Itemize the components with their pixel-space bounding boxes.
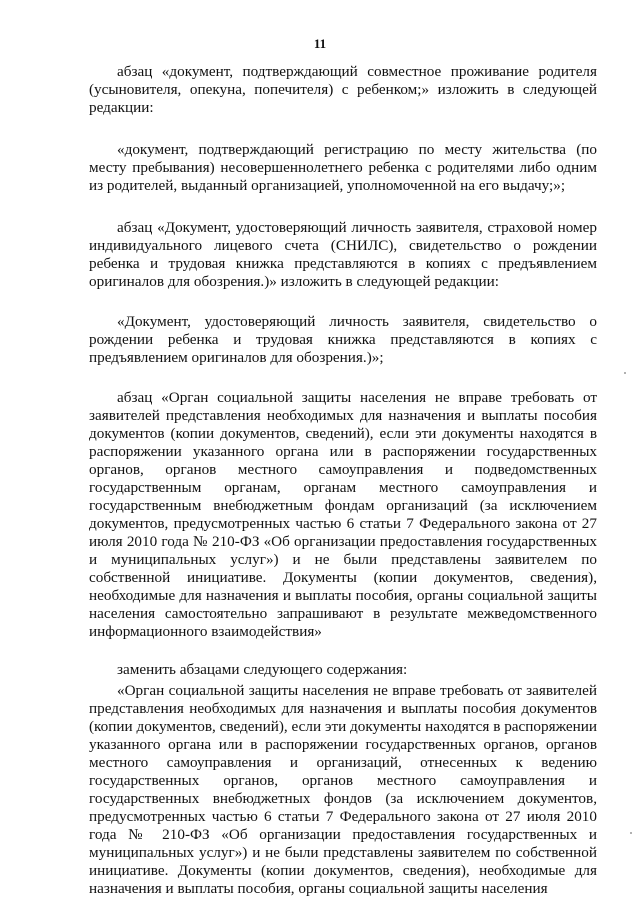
paragraph: заменить абзацами следующего содержания: xyxy=(117,661,408,678)
paragraph: абзац «Орган социальной защиты населения не вправе требовать от заявителей представления необходимых для назначения и выплаты пособия документов (копии документов, сведений), если эти документы находятся в распоряжении указанного органа или в распоряжении государственных органов, органов местного самоуправления и подведомственных государственным органам, органам местного самоуправления и государственным внебюджетным фондам организаций (за исключением документов, предусмотренных частью 6 статьи 7 Федерального закона от 27 июля 2010 года № 210-ФЗ «Об организации предоставления государственных и муниципальных услуг») и не были представлены заявителем по собственной инициативе. Документы (копии документов, сведения), необходимые для назначения и выплаты пособия, органы социальной защиты населения самостоятельно запрашивают в результате межведомственного информационного взаимодействия» xyxy=(89,389,597,640)
paragraph: «документ, подтверждающий регистрацию по месту жительства (по месту пребывания) несовершеннолетнего ребенка с родителями либо одним из родителей, выданный организацией, уполномоченной на его выдачу;»; xyxy=(89,141,597,194)
scan-speck xyxy=(630,832,632,834)
paragraph: абзац «документ, подтверждающий совместное проживание родителя (усыновителя, опекуна, попечителя) с ребенком;» изложить в следующей редакции: xyxy=(89,63,597,116)
scan-speck xyxy=(624,372,626,374)
paragraph: абзац «Документ, удостоверяющий личность заявителя, страховой номер индивидуального лицевого счета (СНИЛС), свидетельство о рождении ребенка и трудовая книжка представляются в копиях с предъявлением оригиналов для обозрения.)» изложить в следующей редакции: xyxy=(89,219,597,290)
paragraph: «Документ, удостоверяющий личность заявителя, свидетельство о рождении ребенка и трудовая книжка представляются в копиях с предъявлением оригиналов для обозрения.)»; xyxy=(89,313,597,366)
paragraph: «Орган социальной защиты населения не вправе требовать от заявителей представления необходимых для назначения и выплаты пособия документов (копии документов, сведений), если эти документы находятся в распоряжении указанного органа или в распоряжении государственных органов, органов местного самоуправления и организаций, отнесенных к ведению государственных органов, органов местного самоуправления и государственных внебюджетных фондов (за исключением документов, предусмотренных частью 6 статьи 7 Федерального закона от 27 июля 2010 года № 210-ФЗ «Об организации предоставления государственных и муниципальных услуг») и не были представлены заявителем по собственной инициативе. Документы (копии документов, сведения), необходимые для назначения и выплаты пособия, органы социальной защиты населения xyxy=(89,682,597,897)
document-body xyxy=(89,63,597,898)
page-number: 11 xyxy=(313,36,327,51)
